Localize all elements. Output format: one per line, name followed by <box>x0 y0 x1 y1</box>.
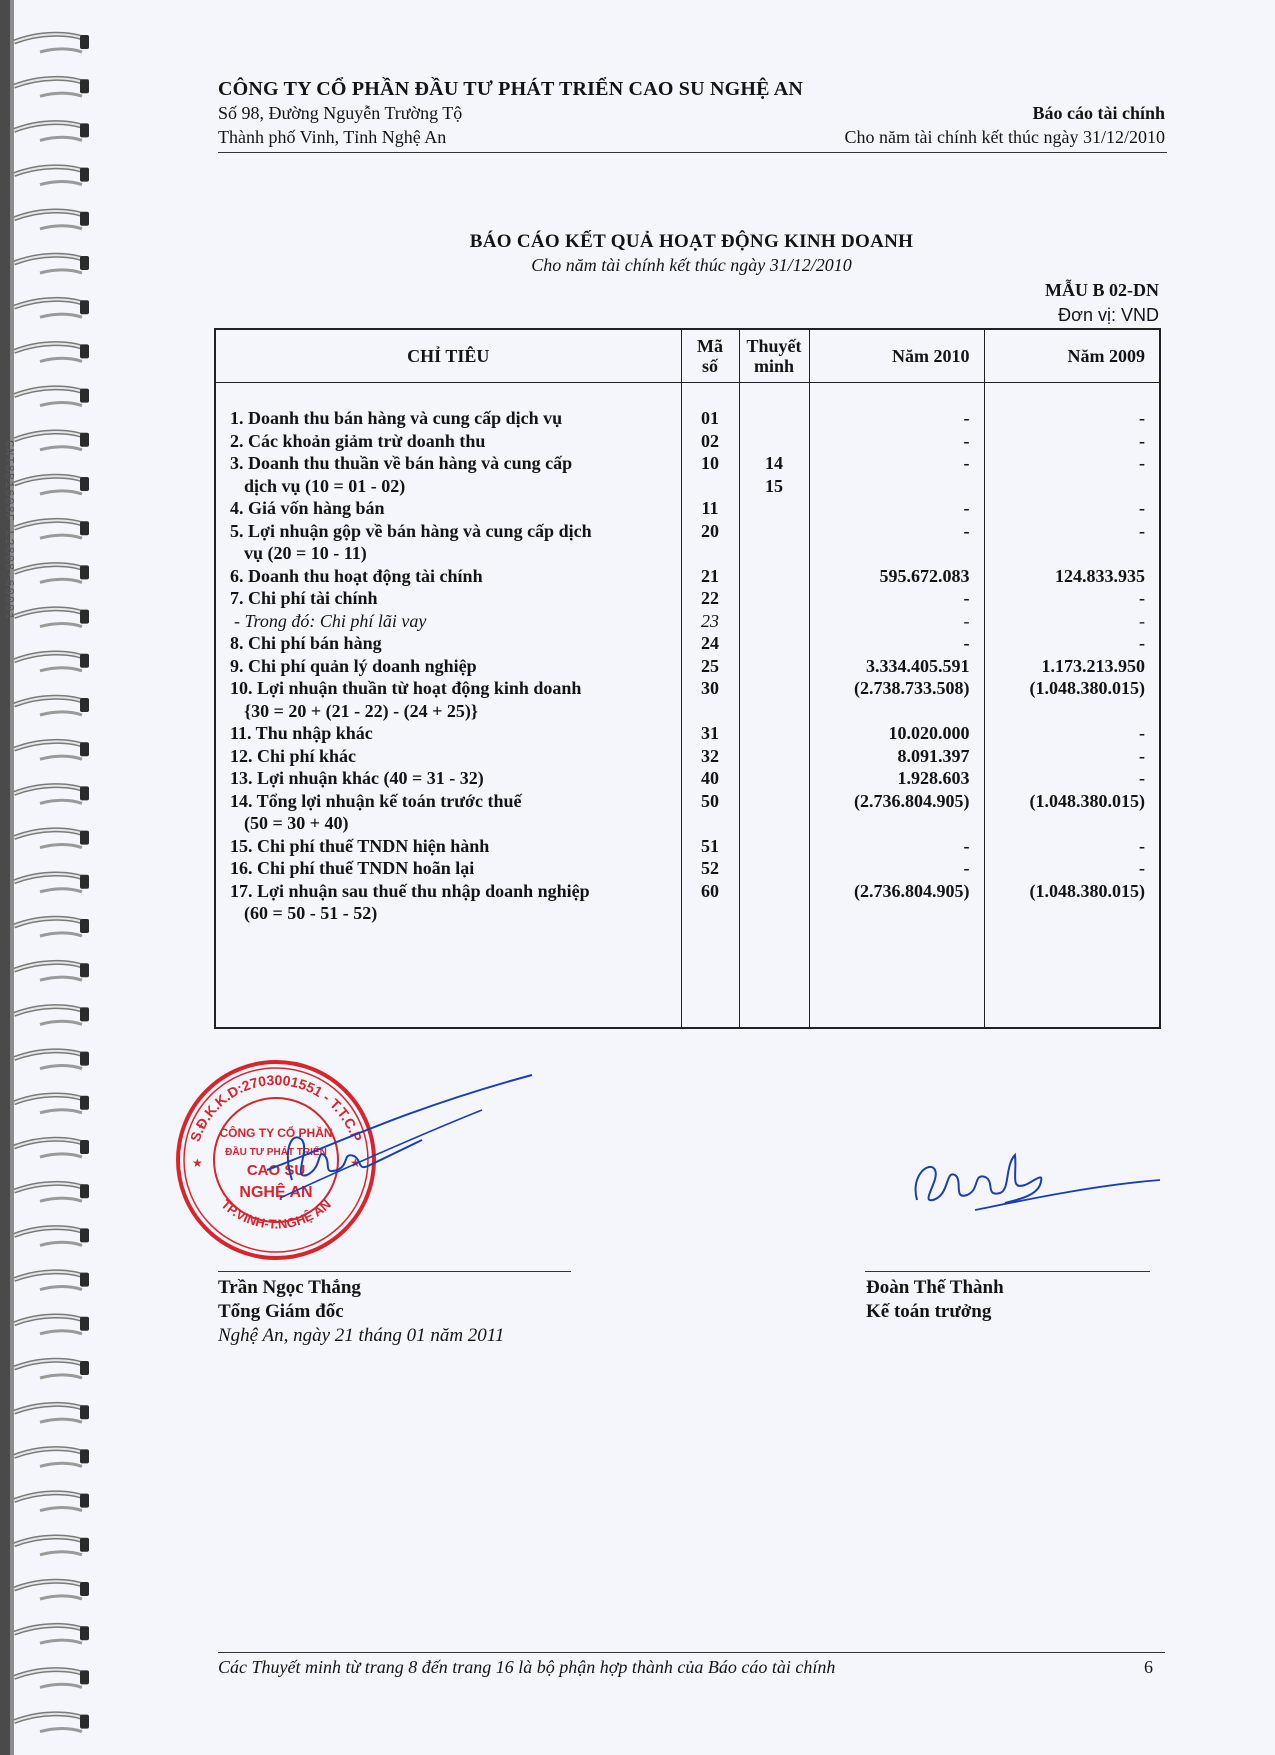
binding-ring <box>14 299 89 317</box>
binding-ring <box>14 520 89 538</box>
accountant-signature <box>905 1145 1165 1220</box>
header-divider <box>218 152 1167 153</box>
binding-ring <box>14 1625 89 1643</box>
header-year-2009: Năm 2009 <box>984 329 1160 383</box>
row-value-2009: - <box>1139 430 1145 451</box>
row-value-2010: 1.928.603 <box>897 768 970 788</box>
side-print-code: CNT8B1608F L2808-60001 <box>2 440 16 621</box>
row-item-label: 11. Thu nhập khác <box>230 723 373 743</box>
row-value-2009: - <box>1139 835 1145 856</box>
row-code: 40 <box>701 768 719 788</box>
binding-ring <box>14 1449 89 1467</box>
binding-ring <box>14 1139 89 1157</box>
row-value-2010: (2.736.804.905) <box>854 880 970 901</box>
place-and-date: Nghệ An, ngày 21 tháng 01 năm 2011 <box>218 1325 505 1346</box>
binding-ring <box>14 1493 89 1511</box>
row-value-2010: - <box>963 430 970 451</box>
row-value-2009: - <box>1139 588 1145 608</box>
row-value-2009: - <box>1139 745 1145 766</box>
signature-line-left <box>218 1271 571 1272</box>
row-code: 21 <box>701 565 719 586</box>
row-value-2010: - <box>963 453 970 473</box>
row-note: 15 <box>765 475 783 496</box>
binding-ring <box>14 1714 89 1732</box>
row-value-2009: 1.173.213.950 <box>1041 655 1145 676</box>
binding-ring <box>14 1404 89 1422</box>
report-title: BÁO CÁO KẾT QUẢ HOẠT ĐỘNG KINH DOANH <box>469 231 914 252</box>
row-value-2010: - <box>963 858 970 878</box>
binding-ring <box>14 1095 89 1113</box>
row-item-label: 15. Chi phí thuế TNDN hiện hành <box>230 835 490 856</box>
row-item-label: 3. Doanh thu thuần về bán hàng và cung cấp <box>230 453 573 473</box>
row-item-label: 2. Các khoản giảm trừ doanh thu <box>230 430 486 451</box>
row-item-label: 5. Lợi nhuận gộp về bán hàng và cung cấp dịch <box>230 520 592 541</box>
header-item: CHỈ TIÊU <box>215 329 681 383</box>
binding-ring <box>14 476 89 494</box>
form-code: MẪU B 02-DN <box>1045 280 1159 300</box>
item-column <box>215 383 681 1029</box>
row-code: 52 <box>701 858 719 878</box>
binding-ring <box>14 255 89 273</box>
row-value-2010: 10.020.000 <box>888 723 970 743</box>
row-code: 60 <box>701 880 719 901</box>
row-value-2010: (2.738.733.508) <box>854 678 970 698</box>
row-item-label: 6. Doanh thu hoạt động tài chính <box>230 565 483 586</box>
seal-outer-text: S.Đ.K.K.D:2703001551 - T.T.C.P <box>186 1071 366 1144</box>
income-statement-table <box>214 328 1161 1029</box>
row-code: 23 <box>701 610 719 631</box>
row-note: 14 <box>765 453 783 473</box>
binding-ring <box>14 1316 89 1334</box>
binding-ring <box>14 962 89 980</box>
header-year-2010: Năm 2010 <box>809 329 984 383</box>
footer-divider <box>218 1652 1165 1653</box>
row-item-label: 16. Chi phí thuế TNDN hoãn lại <box>230 858 475 878</box>
row-code: 22 <box>701 588 719 608</box>
row-item-label: 10. Lợi nhuận thuần từ hoạt động kinh doanh <box>230 678 582 698</box>
binding-ring <box>14 167 89 185</box>
address-line-2: Thành phố Vinh, Tỉnh Nghệ An <box>218 127 447 147</box>
row-code: 51 <box>701 835 719 856</box>
binding-ring <box>14 1360 89 1378</box>
binding-ring <box>14 609 89 627</box>
row-value-2010: 3.334.405.591 <box>866 655 970 676</box>
binding-ring <box>14 1007 89 1025</box>
row-value-2010: - <box>963 835 970 856</box>
code-column <box>681 383 739 1029</box>
row-item-label: 14. Tổng lợi nhuận kế toán trước thuế <box>230 790 522 811</box>
row-item-label: 12. Chi phí khác <box>230 745 357 766</box>
seal-inner-line-2: ĐẦU TƯ PHÁT TRIỂN <box>225 1147 327 1158</box>
binding-ring <box>14 78 89 96</box>
row-item-label: 13. Lợi nhuận khác (40 = 31 - 32) <box>230 768 484 788</box>
row-item-label: - Trong đó: Chi phí lãi vay <box>234 610 427 631</box>
row-item-label-continued: {30 = 20 + (21 - 22) - (24 + 25)} <box>244 700 478 721</box>
row-code: 24 <box>701 633 719 653</box>
report-type: Báo cáo tài chính <box>1032 103 1165 123</box>
row-value-2009: (1.048.380.015) <box>1029 880 1145 901</box>
row-value-2009: - <box>1139 453 1145 473</box>
document-header <box>218 78 1165 149</box>
row-value-2009: - <box>1139 610 1145 631</box>
binding-ring <box>14 830 89 848</box>
row-value-2010: - <box>963 498 970 518</box>
currency-unit: Đơn vị: VND <box>1058 305 1159 325</box>
row-code: 10 <box>701 453 719 473</box>
row-code: 50 <box>701 790 719 811</box>
year-2010-column <box>809 383 984 1029</box>
binding-ring <box>14 388 89 406</box>
row-value-2010: 595.672.083 <box>879 565 970 586</box>
binding-ring <box>14 1581 89 1599</box>
director-signature <box>262 1070 542 1205</box>
binding-ring <box>14 211 89 229</box>
row-code: 02 <box>701 430 719 451</box>
binding-ring <box>14 653 89 671</box>
binding-ring <box>14 741 89 759</box>
row-value-2009: (1.048.380.015) <box>1029 790 1145 811</box>
seal-star-left-icon: ★ <box>192 1156 203 1170</box>
header-note: Thuyết minh <box>739 329 809 383</box>
signatory-left <box>218 1276 504 1348</box>
row-value-2010: - <box>963 408 970 428</box>
seal-inner-line-4: NGHỆ AN <box>239 1184 313 1201</box>
row-code: 01 <box>701 408 719 428</box>
seal-bottom-text: TP.VINH-T.NGHỆ AN <box>218 1196 334 1232</box>
row-item-label: 17. Lợi nhuận sau thuế thu nhập doanh nghiệp <box>230 880 590 901</box>
binding-ring <box>14 1183 89 1201</box>
row-value-2009: - <box>1139 723 1145 743</box>
footer-note: Các Thuyết minh từ trang 8 đến trang 16 là bộ phận hợp thành của Báo cáo tài chính <box>218 1657 836 1677</box>
binding-ring <box>14 123 89 141</box>
binding-ring <box>14 344 89 362</box>
row-value-2010: - <box>963 633 970 653</box>
row-value-2009: - <box>1139 498 1145 518</box>
row-code: 25 <box>701 655 719 676</box>
binding-ring <box>14 1670 89 1688</box>
address-line-1: Số 98, Đường Nguyễn Trường Tộ <box>218 103 463 123</box>
binding-ring <box>14 1051 89 1069</box>
spiral-binding <box>0 0 100 1755</box>
row-code: 32 <box>701 745 719 766</box>
signature-line-right <box>865 1271 1150 1272</box>
row-code: 31 <box>701 723 719 743</box>
row-item-label-continued: dịch vụ (10 = 01 - 02) <box>244 475 406 496</box>
row-value-2009: - <box>1139 520 1145 541</box>
binding-ring <box>14 1272 89 1290</box>
row-item-label: 7. Chi phí tài chính <box>230 588 378 608</box>
row-item-label: 1. Doanh thu bán hàng và cung cấp dịch vụ <box>230 408 563 428</box>
note-column <box>739 383 809 1029</box>
row-value-2010: - <box>963 520 970 541</box>
row-item-label: 9. Chi phí quản lý doanh nghiệp <box>230 655 477 676</box>
page-number: 6 <box>1144 1657 1153 1677</box>
row-value-2009: (1.048.380.015) <box>1029 678 1145 698</box>
row-code: 30 <box>701 678 719 698</box>
row-value-2009: - <box>1139 633 1145 653</box>
row-value-2010: (2.736.804.905) <box>854 790 970 811</box>
binding-ring <box>14 874 89 892</box>
seal-inner-line-1: CÔNG TY CỔ PHẦN <box>219 1126 333 1140</box>
header-code: Mã số <box>681 329 739 383</box>
row-item-label-continued: (60 = 50 - 51 - 52) <box>244 903 378 923</box>
row-value-2010: - <box>963 588 970 608</box>
company-name: CÔNG TY CỔ PHẦN ĐẦU TƯ PHÁT TRIỂN CAO SU NGHỆ AN <box>218 78 804 100</box>
binding-ring <box>14 1228 89 1246</box>
director-name: Trần Ngọc Thắng <box>218 1277 361 1298</box>
seal-inner-line-3: CAO SU <box>246 1162 306 1179</box>
row-value-2009: 124.833.935 <box>1055 565 1145 586</box>
row-value-2010: - <box>963 610 970 631</box>
report-subtitle: Cho năm tài chính kết thúc ngày 31/12/2010 <box>531 255 852 275</box>
row-item-label-continued: vụ (20 = 10 - 11) <box>244 543 367 563</box>
binding-ring <box>14 565 89 583</box>
binding-ring <box>14 1537 89 1555</box>
row-value-2010: 8.091.397 <box>897 745 970 766</box>
binding-ring <box>14 786 89 804</box>
accountant-name: Đoàn Thế Thành <box>866 1277 1004 1298</box>
page-footer <box>218 1657 1153 1678</box>
row-value-2009: - <box>1139 768 1145 788</box>
row-item-label-continued: (50 = 30 + 40) <box>244 813 349 833</box>
binding-ring <box>14 918 89 936</box>
director-position: Tổng Giám đốc <box>218 1301 344 1322</box>
row-value-2009: - <box>1139 858 1145 878</box>
row-value-2009: - <box>1139 408 1145 428</box>
row-item-label: 8. Chi phí bán hàng <box>230 633 382 653</box>
binding-ring <box>14 697 89 715</box>
binding-ring <box>14 432 89 450</box>
accountant-position: Kế toán trưởng <box>866 1301 992 1322</box>
signatory-right <box>866 1276 1004 1324</box>
report-period: Cho năm tài chính kết thúc ngày 31/12/2010 <box>844 127 1165 147</box>
seal-star-right-icon: ★ <box>350 1156 361 1170</box>
row-code: 11 <box>701 498 719 518</box>
binding-ring <box>14 34 89 52</box>
year-2009-column <box>984 383 1160 1029</box>
row-code: 20 <box>701 520 719 541</box>
row-item-label: 4. Giá vốn hàng bán <box>230 498 385 518</box>
